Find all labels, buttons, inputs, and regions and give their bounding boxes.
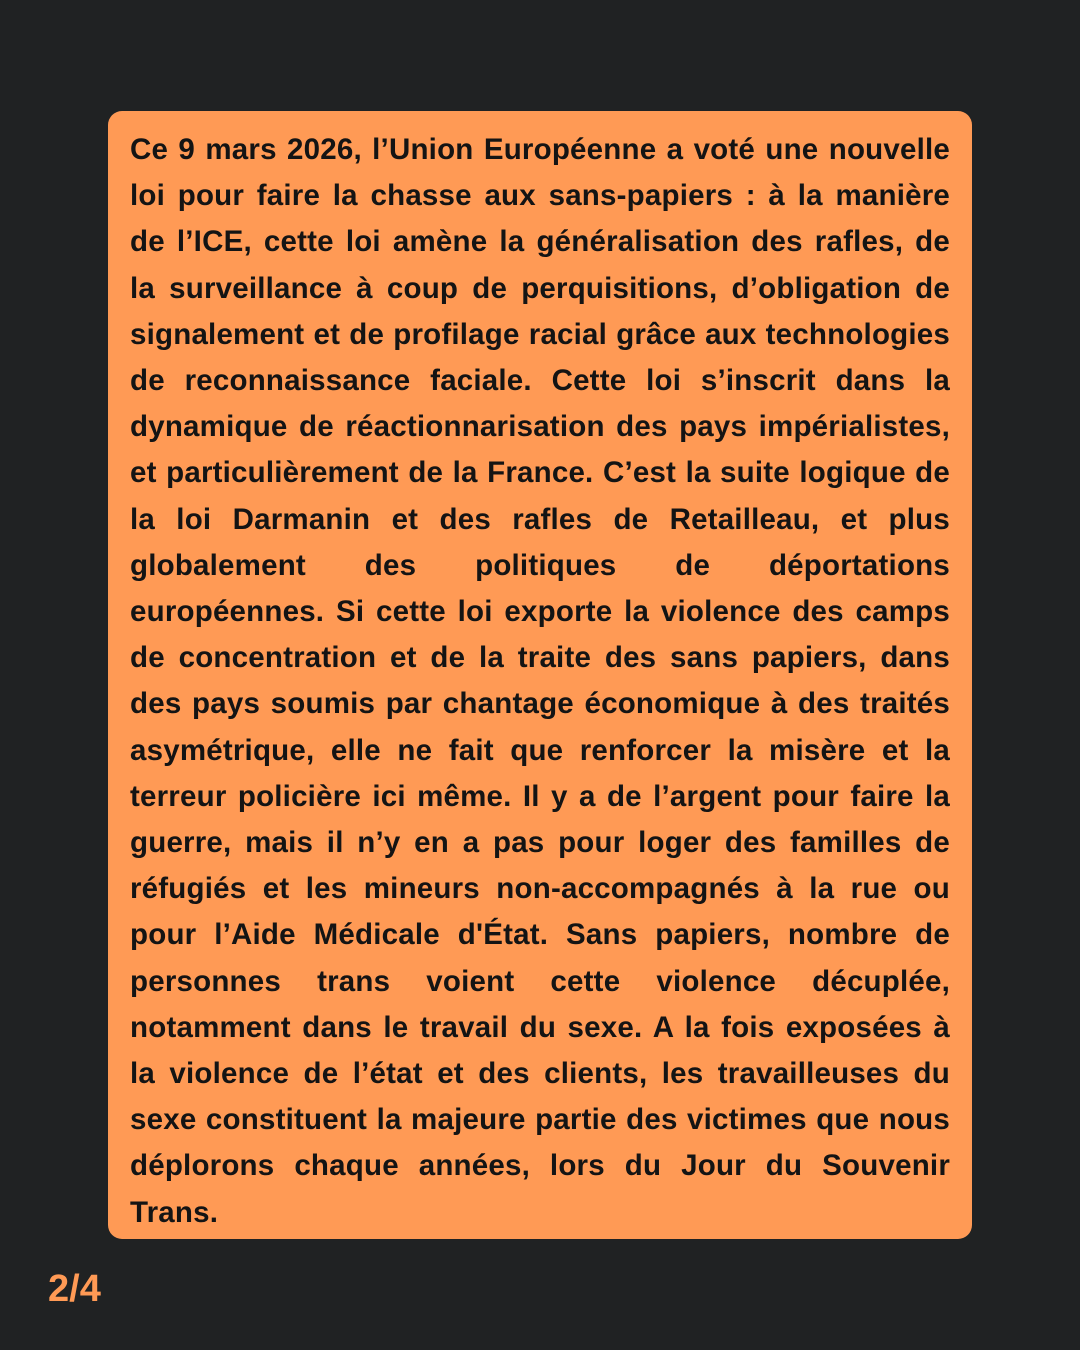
text-card xyxy=(108,111,972,1239)
page-indicator: 2/4 xyxy=(48,1268,101,1310)
card-body-text: Ce 9 mars 2026, l’Union Européenne a voté une nouvelle loi pour faire la chasse aux sans-papiers : à la manière de l’ICE, cette loi amène la généralisation des rafles, de la surveillance à coup de perquisitions, d’obligation de signalement et de profilage racial grâce aux technologies de reconnaissance faciale. Cette loi s’inscrit dans la dynamique de réactionnarisation des pays impérialistes, et particulièrement de la France. C’est la suite logique de la loi Darmanin et des rafles de Retailleau, et plus globalement des politiques de déportations européennes. Si cette loi exporte la violence des camps de concentration et de la traite des sans papiers, dans des pays soumis par chantage économique à des traités asymétrique, elle ne fait que renforcer la misère et la terreur policière ici même. Il y a de l’argent pour faire la guerre, mais il n’y en a pas pour loger des familles de réfugiés et les mineurs non-accompagnés à la rue ou pour l’Aide Médicale d'État. Sans papiers, nombre de personnes trans voient cette violence décuplée, notamment dans le travail du sexe. A la fois exposées à la violence de l’état et des clients, les travailleuses du sexe constituent la majeure partie des victimes que nous déplorons chaque années, lors du Jour du Souvenir Trans. xyxy=(130,133,950,1229)
